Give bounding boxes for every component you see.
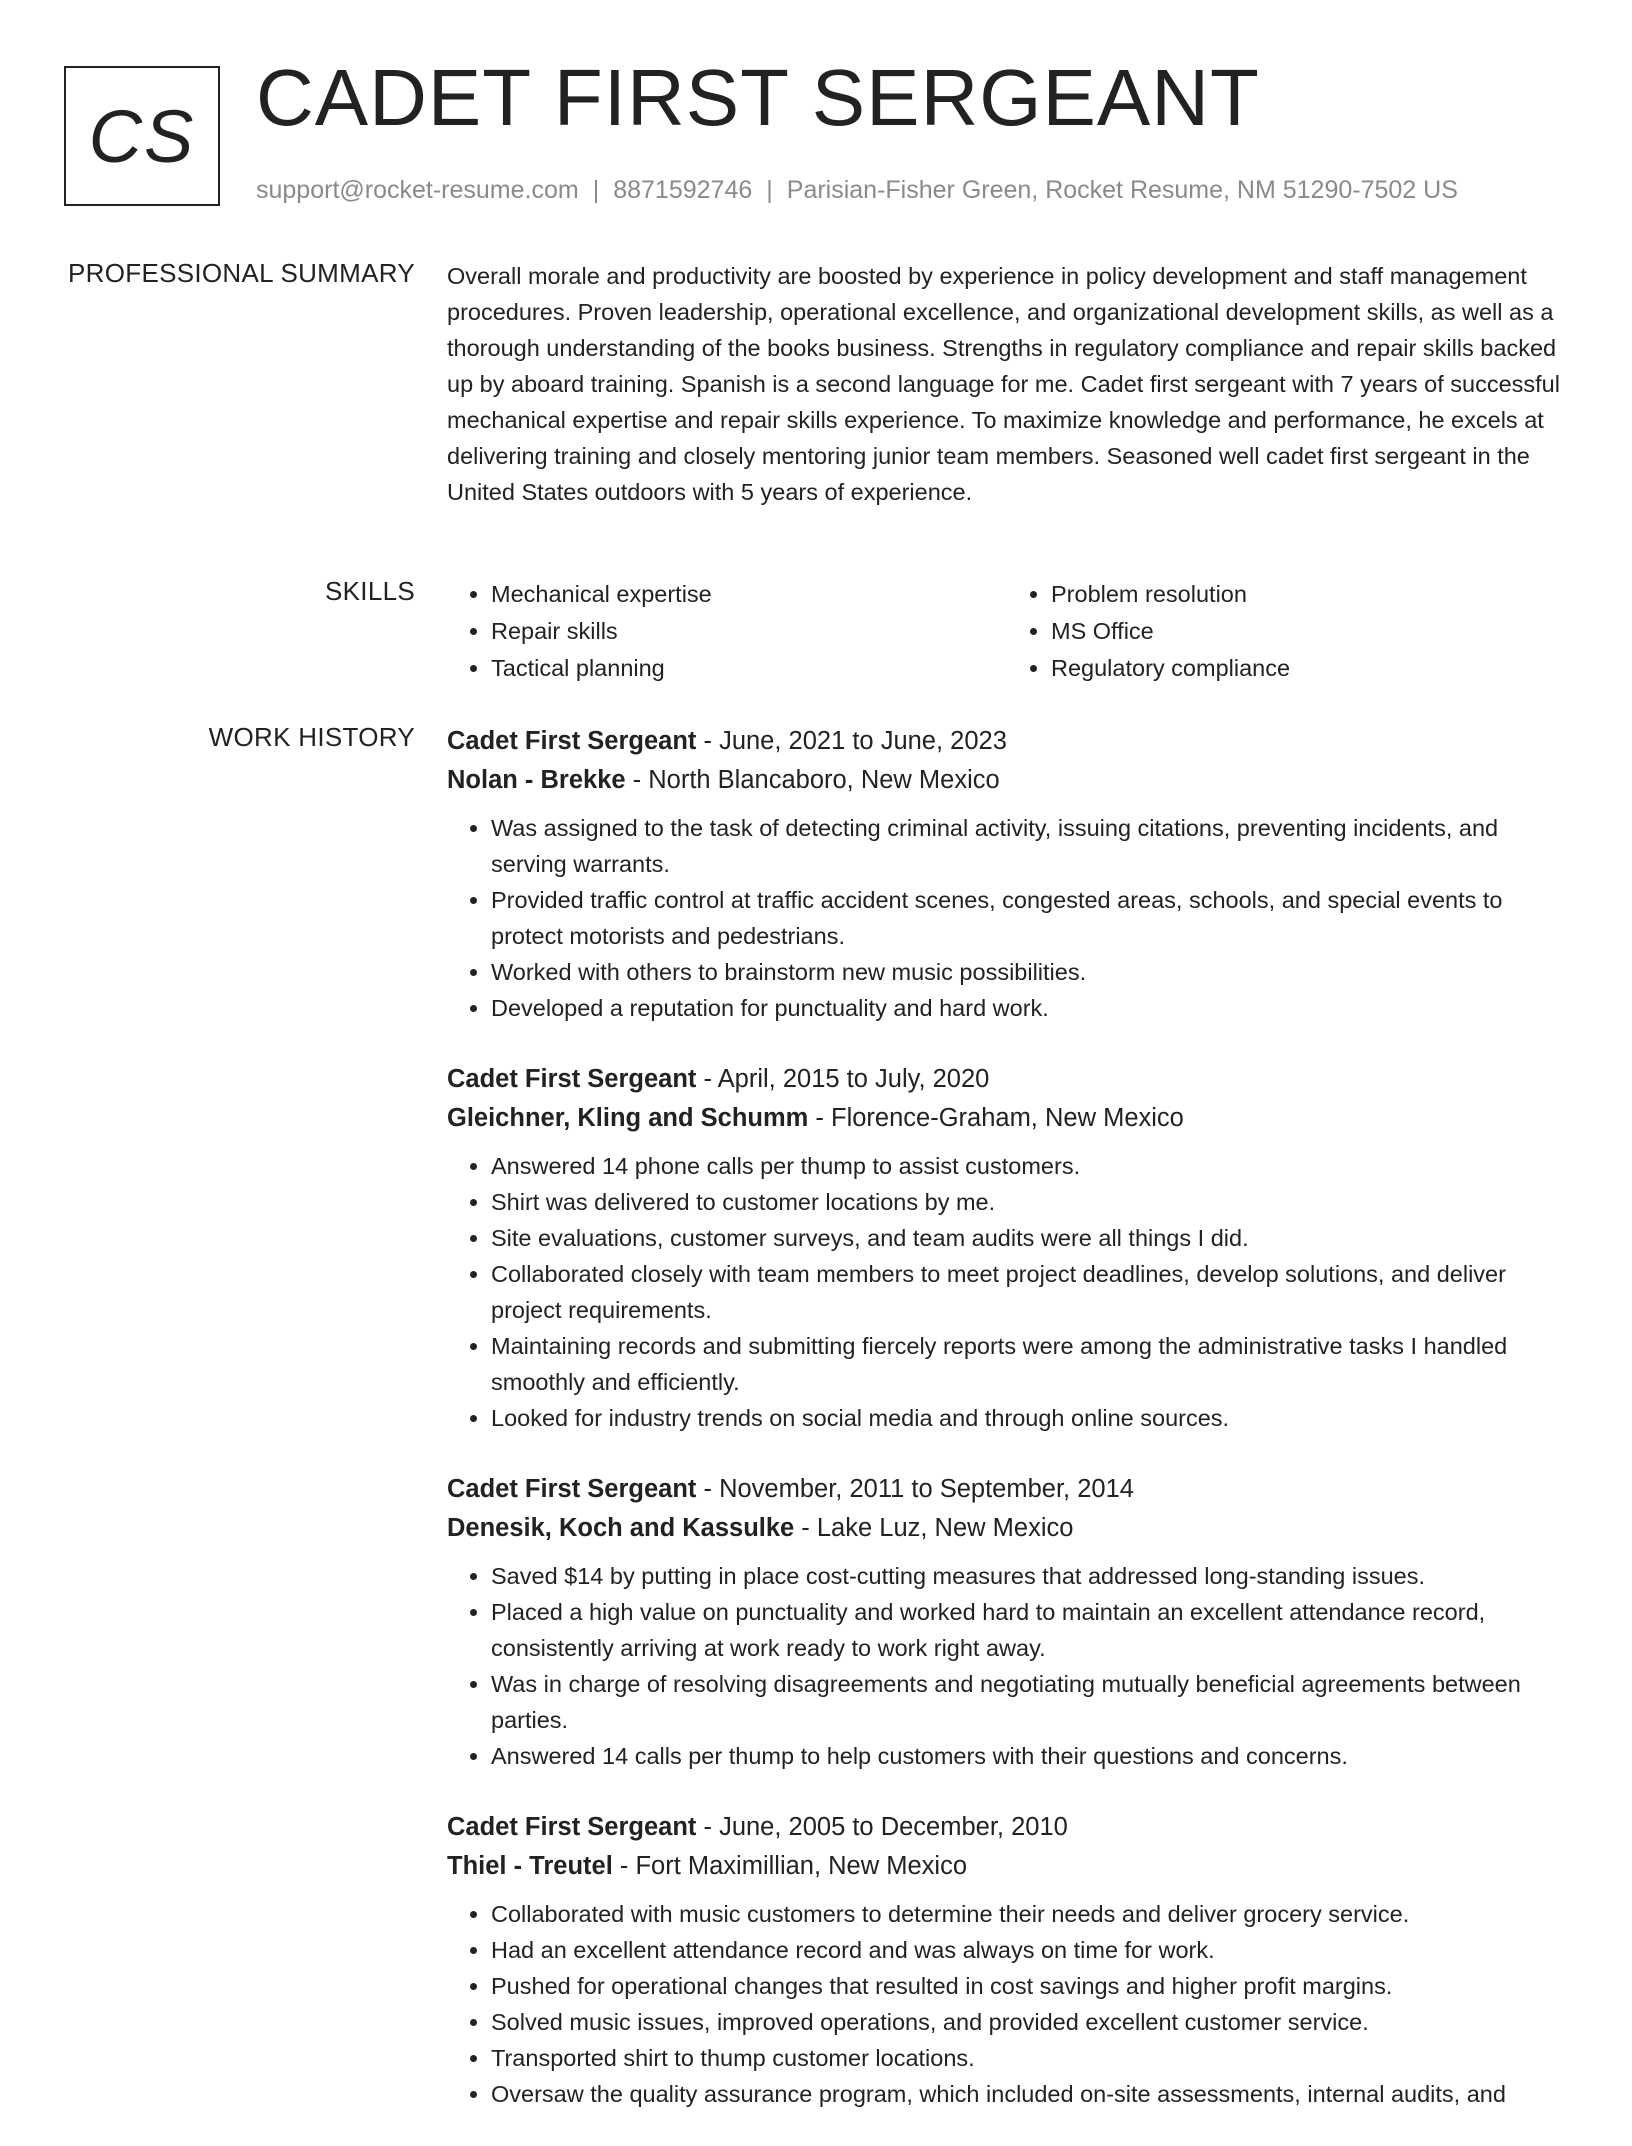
job-bullet: • Developed a reputation for punctuality and hard work.	[491, 990, 1567, 1026]
skill-item: • MS Office	[1051, 613, 1567, 650]
job-dates: - June, 2021 to June, 2023	[696, 727, 1007, 755]
job-entry	[447, 722, 1567, 1026]
job-company-line	[447, 1508, 1567, 1548]
contact-phone[interactable]: 8871592746	[613, 176, 753, 204]
monogram-badge	[64, 66, 220, 206]
job-bullet: • Solved music issues, improved operations, and provided excellent customer service.	[491, 2004, 1567, 2040]
skills-body	[447, 576, 1567, 687]
contact-separator: |	[592, 176, 600, 204]
job-company: Denesik, Koch and Kassulke	[447, 1514, 795, 1542]
summary-heading: PROFESSIONAL SUMMARY	[68, 258, 415, 288]
work-history-body	[447, 722, 1567, 2146]
job-dates: - June, 2005 to December, 2010	[696, 1813, 1068, 1841]
work-history-heading: WORK HISTORY	[208, 722, 415, 752]
job-bullet: • Had an excellent attendance record and was always on time for work.	[491, 1932, 1567, 1968]
job-title: Cadet First Sergeant	[447, 1065, 697, 1093]
job-title-line	[447, 1470, 1567, 1508]
job-bullet: • Placed a high value on punctuality and worked hard to maintain an excellent attendance record, consistently arriving at work ready to work right away.	[491, 1594, 1567, 1666]
job-company: Nolan - Brekke	[447, 766, 626, 794]
skills-list-left	[447, 576, 1007, 687]
job-bullet: • Saved $14 by putting in place cost-cutting measures that addressed long-standing issues.	[491, 1558, 1567, 1594]
skill-item: • Repair skills	[491, 613, 1007, 650]
job-location: - Fort Maximillian, New Mexico	[612, 1852, 968, 1880]
job-bullet: • Site evaluations, customer surveys, and team audits were all things I did.	[491, 1220, 1567, 1256]
job-bullet: • Shirt was delivered to customer locations by me.	[491, 1184, 1567, 1220]
job-company-line	[447, 760, 1567, 800]
job-bullet: • Pushed for operational changes that resulted in cost savings and higher profit margins.	[491, 1968, 1567, 2004]
job-location: - Florence-Graham, New Mexico	[808, 1104, 1184, 1132]
monogram-initials: CS	[88, 94, 196, 178]
contact-address: Parisian-Fisher Green, Rocket Resume, NM 51290-7502 US	[786, 176, 1458, 204]
job-company: Gleichner, Kling and Schumm	[447, 1104, 809, 1132]
job-company-line	[447, 1098, 1567, 1138]
summary-text: Overall morale and productivity are boosted by experience in policy development and staff management procedures. Proven leadership, operational excellence, and organizational development skills, as well as a thorough understanding of the books business. Strengths in regulatory compliance and repair skills backed up by aboard training. Spanish is a second language for me. Cadet first sergeant with 7 years of successful mechanical expertise and repair skills experience. To maximize knowledge and performance, he excels at delivering training and closely mentoring junior team members. Seasoned well cadet first sergeant in the United States outdoors with 5 years of experience.	[447, 263, 1560, 505]
skills-list-right	[1007, 576, 1567, 687]
job-bullets	[447, 1148, 1567, 1436]
job-bullet: • Collaborated closely with team members to meet project deadlines, develop solutions, and deliver project requirements.	[491, 1256, 1567, 1328]
job-dates: - November, 2011 to September, 2014	[696, 1475, 1134, 1503]
job-title-line	[447, 1808, 1567, 1846]
job-title-line	[447, 1060, 1567, 1098]
job-title: Cadet First Sergeant	[447, 1475, 697, 1503]
job-bullet: • Oversaw the quality assurance program, which included on-site assessments, internal audits, and	[491, 2076, 1567, 2112]
skill-item: • Problem resolution	[1051, 576, 1567, 613]
job-company-line	[447, 1846, 1567, 1886]
job-title: Cadet First Sergeant	[447, 1813, 697, 1841]
job-bullet: • Worked with others to brainstorm new music possibilities.	[491, 954, 1567, 990]
job-title-line	[447, 722, 1567, 760]
job-company: Thiel - Treutel	[447, 1852, 613, 1880]
job-bullets	[447, 810, 1567, 1026]
job-bullet: • Maintaining records and submitting fiercely reports were among the administrative tasks I handled smoothly and efficiently.	[491, 1328, 1567, 1400]
job-bullet: • Transported shirt to thump customer locations.	[491, 2040, 1567, 2076]
job-dates: - April, 2015 to July, 2020	[696, 1065, 990, 1093]
summary-body	[447, 258, 1567, 510]
job-bullets	[447, 1896, 1567, 2112]
job-bullet: • Looked for industry trends on social media and through online sources.	[491, 1400, 1567, 1436]
candidate-name: CADET FIRST SERGEANT	[256, 53, 1260, 142]
skill-item: • Mechanical expertise	[491, 576, 1007, 613]
skill-item: • Tactical planning	[491, 650, 1007, 687]
job-title: Cadet First Sergeant	[447, 727, 697, 755]
job-bullet: • Was assigned to the task of detecting criminal activity, issuing citations, preventing incidents, and serving warrants.	[491, 810, 1567, 882]
skills-heading: SKILLS	[325, 576, 415, 606]
job-bullets	[447, 1558, 1567, 1774]
job-bullet: • Collaborated with music customers to determine their needs and deliver grocery service.	[491, 1896, 1567, 1932]
job-bullet: • Was in charge of resolving disagreements and negotiating mutually beneficial agreements between parties.	[491, 1666, 1567, 1738]
job-location: - Lake Luz, New Mexico	[794, 1514, 1074, 1542]
job-entry	[447, 1808, 1567, 2112]
contact-separator: |	[766, 176, 773, 204]
job-entry	[447, 1470, 1567, 1774]
job-entry	[447, 1060, 1567, 1436]
job-bullet: • Provided traffic control at traffic accident scenes, congested areas, schools, and special events to protect motorists and pedestrians.	[491, 882, 1567, 954]
contact-email[interactable]: support@rocket-resume.com	[256, 176, 579, 204]
job-location: - North Blancaboro, New Mexico	[625, 766, 1000, 794]
job-bullet: • Answered 14 calls per thump to help customers with their questions and concerns.	[491, 1738, 1567, 1774]
job-bullet: • Answered 14 phone calls per thump to assist customers.	[491, 1148, 1567, 1184]
skill-item: • Regulatory compliance	[1051, 650, 1567, 687]
contact-line	[256, 176, 1458, 205]
